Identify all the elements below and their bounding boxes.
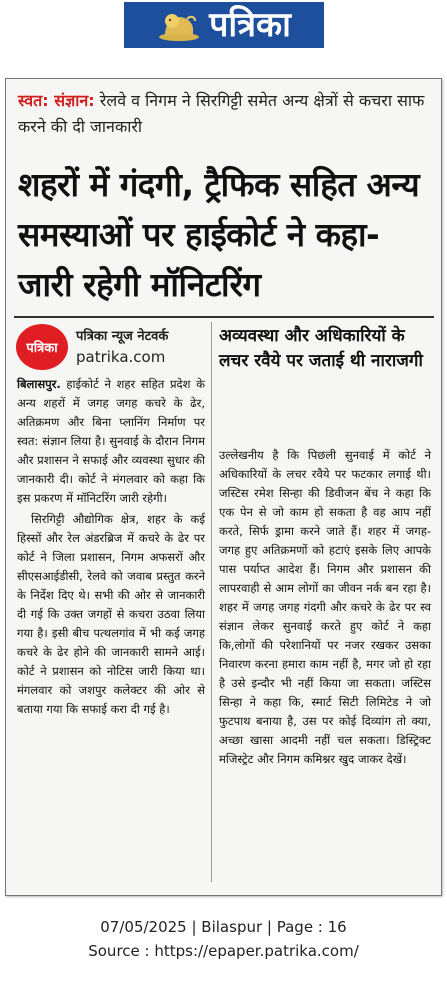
byline-badge: पत्रिका — [16, 324, 68, 370]
kicker-line — [18, 88, 438, 140]
brand-logo-text: पत्रिका — [209, 5, 291, 45]
paragraph: उल्लेखनीय है कि पिछली सुनवाई में कोर्ट ने अधिकारियों के लचर रवैये पर फटकार लगाई थी। जस्टिस रमेश सिन्हा की डिवीजन बेंच ने कहा कि एक पेन से जो काम हो सकता है वह आप नहीं करते, सिर्फ ड्रामा करने जाते हैं। शहर में जगह- जगह हुए अतिक्रमणों को हटाएं इसके लिए आपके पास पर्याप्त आदेश हैं। निगम और प्रशासन की लापरवाही से आम लोगों का जीवन नर्क बन रहा है। शहर में जगह जगह गंदगी और कचरे के ढेर पर स्व संज्ञान लेकर सुनवाई करते हुए कोर्ट ने कहा कि,लोगों की परेशानियों पर नजर रखकर उसका निवारण करना हमारा काम नहीं है, मगर जो हो रहा है उसे इन्दौर भी नहीं किया जा सकता। जस्टिस सिन्हा ने कहा कि, स्मार्ट सिटी लिमिटेड ने जो फुटपाथ बनाया है, उस पर कोई दिव्यांग तो क्या, अच्छा खासा आदमी नहीं चल सकता। डिस्ट्रिक्ट मजिस्ट्रेट और निगम कमिश्नर खुद जाकर देखें। — [219, 448, 431, 766]
lion-emblem-icon — [157, 7, 201, 43]
right-column — [219, 446, 431, 771]
paragraph-text: हाईकोर्ट ने शहर सहित प्रदेश के अन्य शहरों में जगह जगह कचरे के ढेर, अतिक्रमण और बिना प्लानिंग निर्माण पर स्वत: संज्ञान लिया है। सुनवाई के दौरान निगम और प्रशासन ने सफाई और व्यवस्था सुधार की जानकारी दी। कोर्ट ने मंगलवार को कहा कि इस प्रकरण में मॉनिटरिंग जारी रहेगी। — [17, 377, 205, 505]
divider — [14, 316, 434, 318]
masthead-logo — [124, 2, 324, 48]
subheadline: अव्यवस्था और अधिकारियों के लचर रवैये पर जताई थी नाराजगी — [219, 326, 423, 371]
paragraph — [17, 375, 205, 508]
dateline: बिलासपुर. — [17, 377, 61, 391]
footer-date-info: 07/05/2025 | Bilaspur | Page : 16 — [100, 918, 347, 936]
footer-source: Source : https://epaper.patrika.com/ — [88, 942, 359, 960]
kicker-tag: स्वत: संज्ञान: — [18, 91, 95, 110]
byline — [16, 322, 216, 372]
headline: शहरों में गंदगी, ट्रैफिक सहित अन्य समस्याओं पर हाईकोर्ट ने कहा- जारी रहेगी मॉनिटरिंग — [18, 165, 420, 304]
kicker-text: रेलवे व निगम ने सिरगिट्टी समेत अन्य क्षेत्रों से कचरा साफ करने की दी जानकारी — [18, 91, 425, 136]
byline-name: पत्रिका न्यूज नेटवर्क — [76, 329, 169, 344]
byline-site: patrika.com — [76, 348, 166, 366]
left-column — [17, 375, 205, 721]
column-divider — [211, 322, 212, 882]
paragraph: सिरगिट्टी औद्योगिक क्षेत्र, शहर के कई हिस्सों और रेल अंडरब्रिज में कचरे के ढेर पर कोर्ट ने जिला प्रशासन, निगम अफसरों और सीएसआईडीसी, रेलवे को जवाब प्रस्तुत करने के निर्देश दिए थे। सभी की ओर से जानकारी दी गई कि उक्त जगहों से कचरा उठवा लिया गया है। इसी बीच पत्थलगांव में भी कई जगह कचरे के ढेर होने की जानकारी सामने आई। कोर्ट ने प्रशासन को नोटिस जारी किया था। मंगलवार को जशपुर कलेक्टर की ओर से बताया गया कि सफाई करा दी गई है। — [17, 512, 205, 716]
